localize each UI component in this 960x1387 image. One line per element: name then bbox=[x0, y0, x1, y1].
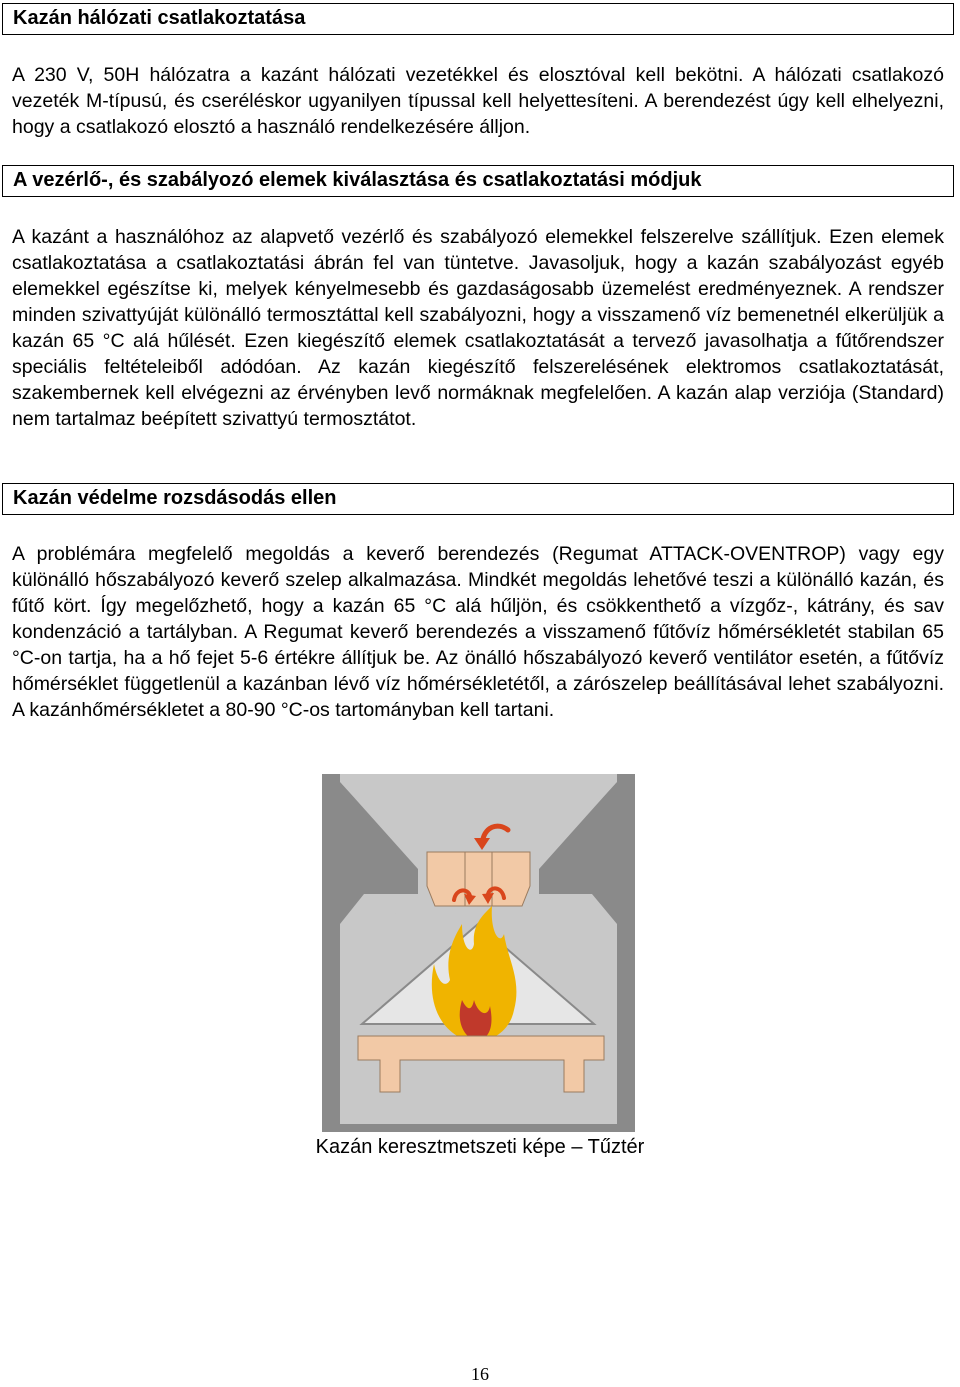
section-heading-control-elements: A vezérlő-, és szabályozó elemek kiválasztása és csatlakoztatási módjuk bbox=[2, 165, 954, 197]
section-heading-mains-connection: Kazán hálózati csatlakoztatása bbox=[2, 3, 954, 35]
section-heading-corrosion-protection: Kazán védelme rozsdásodás ellen bbox=[2, 483, 954, 515]
paragraph-corrosion-protection: A problémára megfelelő megoldás a keverő berendezés (Regumat ATTACK-OVENTROP) vagy egy különálló hőszabályozó keverő szelep alkalmazása. Mindkét megoldás lehetővé teszi a különálló kazán, és fűtő kört. Így megelőzhető, hogy a kazán 65 °C alá hűljön, és csökkenthető a vízgőz-, kátrány, és sav kondenzáció a tartályban. A Regumat keverő berendezés a visszamenő fűtővíz hőmérsékletét stabilan 65 °C-on tartja, ha a hő fejet 5-6 értékre állítjuk be. Az önálló hőszabályozó keverő ventilátor esetén, a fűtővíz hőmérséklet függetlenül a kazánban lévő víz hőmérsékletétől, a zárószelep beállításával lehet szabályozni. A kazánhőmérsékletet a 80-90 °C-os tartományban kell tartani. bbox=[12, 543, 944, 721]
page-number: 16 bbox=[471, 1364, 489, 1384]
boiler-cross-section-figure bbox=[322, 774, 635, 1132]
nozzle-left bbox=[427, 852, 465, 906]
figure-caption: Kazán keresztmetszeti képe – Tűztér bbox=[315, 1136, 645, 1158]
paragraph-mains-connection: A 230 V, 50H hálózatra a kazánt hálózati vezetékkel és elosztóval kell bekötni. A hálózati csatlakozó vezeték M-típusú, és cseréléskor ugyanilyen típussal kell helyettesíteni. A berendezést úgy kell elhelyezni, hogy a csatlakozó elosztó a használó rendelkezésére álljon. bbox=[12, 64, 944, 138]
paragraph-control-elements: A kazánt a használóhoz az alapvető vezérlő és szabályozó elemekkel felszerelve szállítjuk. Ezen elemek csatlakoztatása a csatlakoztatási ábrán fel van tüntetve. Javasoljuk, hogy a kazán szabályozást egyéb elemekkel egészítse ki, melyek kényelmesebb és gazdaságosabb üzemelést eredményeznek. A rendszer minden szivattyúját különálló termosztáttal kell szabályozni, hogy a visszamenő víz bemenetnél elkerüljük a kazán 65 °C alá hűlését. Ezen kiegészítő elemek csatlakoztatását a tervező javasolhatja a fűtőrendszer speciális feltételeiből adódóan. Az kazán kiegészítő felszerelésének elektromos csatlakoztatását, szakembernek kell elvégezni az érvényben levő normáknak megfelelően. A kazán alap verziója (Standard) nem tartalmaz beépített szivattyú termosztátot. bbox=[12, 226, 944, 430]
nozzle-right bbox=[492, 852, 530, 906]
